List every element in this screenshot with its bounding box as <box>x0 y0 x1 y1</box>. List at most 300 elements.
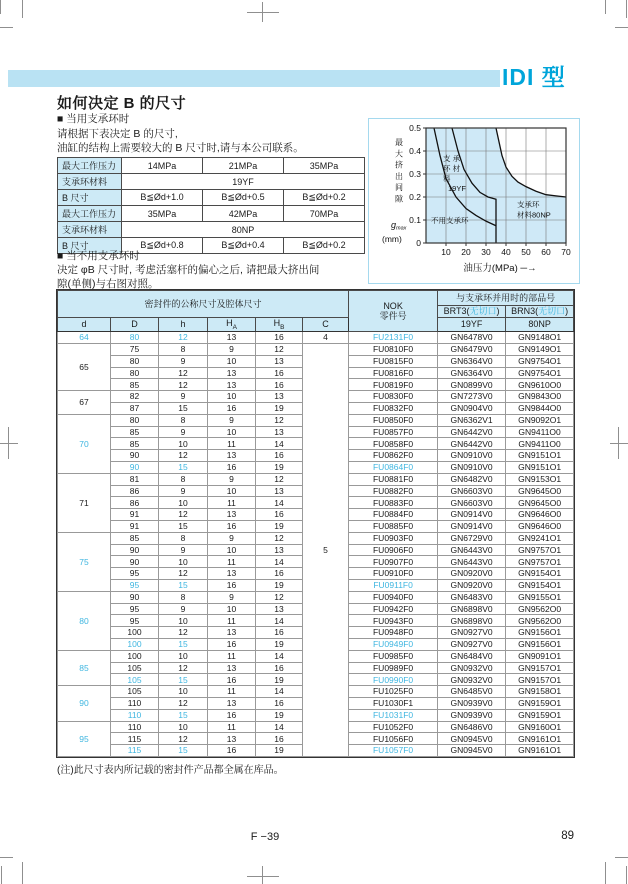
cell-brn3: GN9411O0 <box>506 426 574 438</box>
cell-h: 15 <box>159 521 208 533</box>
cell-HB: 16 <box>256 662 303 674</box>
cell-D: 110 <box>111 697 159 709</box>
cell-D: 95 <box>111 603 159 615</box>
svg-text:隙: 隙 <box>395 194 403 204</box>
cell-h: 15 <box>159 709 208 721</box>
cell-HA: 13 <box>208 697 256 709</box>
pressure-row-label: B 尺寸 <box>58 190 122 206</box>
cell-brt3: GN0914V0 <box>438 509 506 521</box>
cell-HB: 12 <box>256 473 303 485</box>
dims-title: 密封件的公称尺寸及腔体尺寸 <box>58 291 349 318</box>
cell-D: 90 <box>111 544 159 556</box>
cell-D: 90 <box>111 591 159 603</box>
cell-brt3: GN0904V0 <box>438 403 506 415</box>
cell-HB: 13 <box>256 485 303 497</box>
svg-text:20: 20 <box>461 247 471 257</box>
cell-d: 85 <box>58 650 111 685</box>
cell-brt3: GN6898V0 <box>438 615 506 627</box>
cell-brn3: GN9160O1 <box>506 721 574 733</box>
table-note: (注)此尺寸表内所记载的密封件产品都全属在库品。 <box>57 765 284 776</box>
cell-d: 90 <box>58 686 111 721</box>
nok-column-header <box>349 291 438 332</box>
pressure-cell: B≦Ød+0.2 <box>284 238 365 254</box>
cell-HA: 9 <box>208 532 256 544</box>
cell-nok: FU0857F0 <box>349 426 438 438</box>
pressure-cell: 35MPa <box>284 158 365 174</box>
cell-HA: 11 <box>208 615 256 627</box>
cell-HA: 13 <box>208 367 256 379</box>
cell-D: 115 <box>111 745 159 757</box>
cell-brn3: GN9844O0 <box>506 403 574 415</box>
cell-h: 8 <box>159 344 208 356</box>
cell-brn3: GN9151O1 <box>506 450 574 462</box>
cell-D: 80 <box>111 355 159 367</box>
cell-brn3: GN9151O1 <box>506 462 574 474</box>
cell-brn3: GN9153O1 <box>506 473 574 485</box>
svg-text:挤: 挤 <box>395 160 403 170</box>
cell-HA: 16 <box>208 709 256 721</box>
cell-h: 10 <box>159 721 208 733</box>
cell-nok: FU0850F0 <box>349 414 438 426</box>
cell-HB: 19 <box>256 674 303 686</box>
cell-brn3: GN9159O1 <box>506 697 574 709</box>
crop-mark <box>1 866 2 884</box>
cell-brt3: GN0914V0 <box>438 521 506 533</box>
cell-HA: 9 <box>208 414 256 426</box>
cell-brn3: GN9154O1 <box>506 580 574 592</box>
cell-d: 67 <box>58 391 111 415</box>
cell-D: 100 <box>111 650 159 662</box>
svg-text:间: 间 <box>395 183 403 193</box>
cell-h: 12 <box>159 379 208 391</box>
cell-D: 80 <box>111 367 159 379</box>
cell-HA: 10 <box>208 485 256 497</box>
cell-HB: 12 <box>256 414 303 426</box>
cell-HB: 19 <box>256 462 303 474</box>
footer-section-number: F −39 <box>250 831 280 843</box>
cell-brn3: GN9562O0 <box>506 603 574 615</box>
pressure-table <box>57 157 365 206</box>
cell-h: 12 <box>159 450 208 462</box>
cell-nok: FU0910F0 <box>349 568 438 580</box>
pressure-row-label: 最大工作压力 <box>58 206 122 222</box>
cell-brt3: GN6603V0 <box>438 497 506 509</box>
cell-nok: FU0943F0 <box>349 615 438 627</box>
svg-text:最: 最 <box>395 138 403 147</box>
cell-brt3: GN6362V1 <box>438 414 506 426</box>
cell-HA: 13 <box>208 450 256 462</box>
cell-HA: 16 <box>208 674 256 686</box>
cell-C: 4 <box>303 332 349 344</box>
cell-nok: FU0816F0 <box>349 367 438 379</box>
cell-nok: FU0819F0 <box>349 379 438 391</box>
svg-text:油压力(MPa) ─→: 油压力(MPa) ─→ <box>463 263 537 274</box>
cell-h: 8 <box>159 473 208 485</box>
cell-D: 87 <box>111 403 159 415</box>
cell-h: 12 <box>159 367 208 379</box>
cell-HA: 9 <box>208 591 256 603</box>
cell-nok: FU0989F0 <box>349 662 438 674</box>
cell-HB: 14 <box>256 556 303 568</box>
cell-brt3: GN0939V0 <box>438 697 506 709</box>
svg-text:料: 料 <box>443 174 451 183</box>
cell-brn3: GN9645O0 <box>506 485 574 497</box>
cell-nok: FU0990F0 <box>349 674 438 686</box>
brt3-material: 19YF <box>438 318 506 332</box>
svg-text:0: 0 <box>416 238 421 248</box>
cell-HA: 16 <box>208 521 256 533</box>
cell-h: 10 <box>159 615 208 627</box>
cell-D: 85 <box>111 426 159 438</box>
crop-mark <box>610 443 628 444</box>
parts-table <box>57 290 574 757</box>
cell-HA: 10 <box>208 391 256 403</box>
cell-brn3: GN9148O1 <box>506 332 574 344</box>
paragraph: 决定 φB 尺寸时, 考虑活塞杆的偏心之后, 请把最大挤出间 <box>57 264 320 276</box>
cell-h: 12 <box>159 332 208 344</box>
cell-brt3: GN0910V0 <box>438 462 506 474</box>
cell-HB: 16 <box>256 568 303 580</box>
cell-HA: 16 <box>208 580 256 592</box>
cell-brt3: GN6898V0 <box>438 603 506 615</box>
cell-brt3: GN0939V0 <box>438 709 506 721</box>
cell-D: 85 <box>111 379 159 391</box>
cell-D: 86 <box>111 497 159 509</box>
cell-nok: FU0858F0 <box>349 438 438 450</box>
cell-nok: FU0815F0 <box>349 355 438 367</box>
cell-brt3: GN6485V0 <box>438 686 506 698</box>
cell-nok: FU1031F0 <box>349 709 438 721</box>
svg-text:环 材: 环 材 <box>443 164 461 173</box>
cell-brt3: GN6484V0 <box>438 650 506 662</box>
cell-HA: 13 <box>208 379 256 391</box>
pressure-cell: 80NP <box>122 222 365 238</box>
cell-D: 115 <box>111 733 159 745</box>
crop-mark <box>605 862 606 884</box>
cell-HB: 16 <box>256 733 303 745</box>
cell-h: 9 <box>159 355 208 367</box>
table-row <box>58 332 574 344</box>
cell-HB: 19 <box>256 403 303 415</box>
svg-text:0.3: 0.3 <box>409 169 421 179</box>
cell-brt3: GN0932V0 <box>438 674 506 686</box>
brt3-header: BRT3(无切口) <box>438 306 506 318</box>
cell-brt3: GN6729V0 <box>438 532 506 544</box>
cell-D: 85 <box>111 438 159 450</box>
cell-HA: 13 <box>208 662 256 674</box>
cell-brn3: GN9646O0 <box>506 521 574 533</box>
cell-HA: 16 <box>208 745 256 757</box>
cell-h: 12 <box>159 627 208 639</box>
pressure-row-label: 支承环材料 <box>58 174 122 190</box>
cell-nok: FU0862F0 <box>349 450 438 462</box>
cell-nok: FU0881F0 <box>349 473 438 485</box>
cell-brt3: GN0927V0 <box>438 638 506 650</box>
cell-h: 9 <box>159 603 208 615</box>
column-header-h: h <box>159 318 208 332</box>
parts-table-wrap <box>56 289 575 758</box>
combo-title: 与支承环并用时的部品号 <box>438 291 574 306</box>
crop-mark <box>0 857 13 858</box>
cell-HB: 19 <box>256 638 303 650</box>
svg-text:10: 10 <box>441 247 451 257</box>
cell-brn3: GN9158O1 <box>506 686 574 698</box>
cell-brn3: GN9645O0 <box>506 497 574 509</box>
cell-h: 10 <box>159 650 208 662</box>
cell-brt3: GN0899V0 <box>438 379 506 391</box>
cell-d: 71 <box>58 473 111 532</box>
cell-HB: 19 <box>256 580 303 592</box>
cell-HA: 10 <box>208 355 256 367</box>
section-title: 如何决定 B 的尺寸 <box>57 95 187 112</box>
cell-h: 12 <box>159 697 208 709</box>
header-band <box>8 70 500 87</box>
cell-h: 9 <box>159 391 208 403</box>
cell-h: 10 <box>159 686 208 698</box>
crop-mark <box>0 0 1 14</box>
cell-nok: FU0949F0 <box>349 638 438 650</box>
table-row <box>58 344 574 356</box>
paragraph: 油缸的结构上需要较大的 B 尺寸时,请与本公司联系。 <box>57 142 304 154</box>
crop-mark <box>618 427 619 459</box>
cell-D: 105 <box>111 662 159 674</box>
cell-HB: 19 <box>256 745 303 757</box>
svg-text:30: 30 <box>481 247 491 257</box>
cell-D: 110 <box>111 721 159 733</box>
cell-D: 81 <box>111 473 159 485</box>
cell-HB: 12 <box>256 591 303 603</box>
cell-HB: 16 <box>256 627 303 639</box>
cell-HA: 9 <box>208 473 256 485</box>
cell-brn3: GN9161O1 <box>506 745 574 757</box>
cell-h: 15 <box>159 462 208 474</box>
cell-brt3: GN7273V0 <box>438 391 506 403</box>
svg-text:50: 50 <box>521 247 531 257</box>
cell-h: 12 <box>159 662 208 674</box>
cell-brn3: GN9149O1 <box>506 344 574 356</box>
crop-mark <box>247 12 279 13</box>
cell-HB: 14 <box>256 497 303 509</box>
cell-HB: 16 <box>256 379 303 391</box>
cell-nok: FU0948F0 <box>349 627 438 639</box>
svg-text:材料80NP: 材料80NP <box>517 210 551 220</box>
cell-nok: FU0942F0 <box>349 603 438 615</box>
cell-nok: FU0864F0 <box>349 462 438 474</box>
crop-mark <box>626 866 627 884</box>
crop-mark <box>8 427 9 459</box>
cell-brt3: GN0920V0 <box>438 568 506 580</box>
pressure-cell: 42MPa <box>203 206 284 222</box>
svg-text:不用支承环: 不用支承环 <box>431 216 469 225</box>
cell-HB: 13 <box>256 391 303 403</box>
cell-brn3: GN9159O1 <box>506 709 574 721</box>
cell-HB: 16 <box>256 450 303 462</box>
svg-text:(mm): (mm) <box>382 234 402 244</box>
cell-brt3: GN6478V0 <box>438 332 506 344</box>
cell-HA: 16 <box>208 462 256 474</box>
cell-HA: 13 <box>208 568 256 580</box>
cell-D: 105 <box>111 674 159 686</box>
cell-HB: 12 <box>256 532 303 544</box>
cell-HB: 14 <box>256 438 303 450</box>
pressure-cell: B≦Ød+0.2 <box>284 190 365 206</box>
cell-nok: FU0885F0 <box>349 521 438 533</box>
cell-D: 95 <box>111 615 159 627</box>
cell-HB: 16 <box>256 509 303 521</box>
footer-page-number: 89 <box>561 830 574 842</box>
cell-HB: 19 <box>256 709 303 721</box>
cell-D: 90 <box>111 556 159 568</box>
cell-brn3: GN9754O1 <box>506 367 574 379</box>
cell-D: 80 <box>111 414 159 426</box>
svg-text:40: 40 <box>501 247 511 257</box>
crop-mark <box>0 27 13 28</box>
cell-HB: 13 <box>256 355 303 367</box>
cell-nok: FU0810F0 <box>349 344 438 356</box>
cell-brn3: GN9154O1 <box>506 568 574 580</box>
chart-canvas <box>369 119 577 281</box>
svg-text:gmax: gmax <box>391 220 407 232</box>
cell-D: 110 <box>111 709 159 721</box>
svg-text:70: 70 <box>561 247 571 257</box>
brn3-header: BRN3(无切口) <box>506 306 574 318</box>
pressure-cell: 14MPa <box>122 158 203 174</box>
cell-d: 65 <box>58 344 111 391</box>
cell-HB: 14 <box>256 721 303 733</box>
cell-brn3: GN9843O0 <box>506 391 574 403</box>
cell-brt3: GN6443V0 <box>438 544 506 556</box>
pressure-cell: 70MPa <box>284 206 365 222</box>
svg-text:0.2: 0.2 <box>409 192 421 202</box>
cell-brt3: GN6482V0 <box>438 473 506 485</box>
cell-h: 8 <box>159 591 208 603</box>
cell-brt3: GN0945V0 <box>438 733 506 745</box>
column-header-HB: $H_B$ <box>256 318 303 332</box>
paragraph: 请根据下表决定 B 的尺寸, <box>57 128 178 140</box>
cell-brt3: GN6442V0 <box>438 438 506 450</box>
cell-nok: FU0907F0 <box>349 556 438 568</box>
paragraph: 隙(单侧)与右图对照。 <box>57 278 159 290</box>
cell-brn3: GN9757O1 <box>506 544 574 556</box>
page-type-title: IDI 型 <box>502 64 566 90</box>
pressure-row-label: 支承环材料 <box>58 222 122 238</box>
cell-D: 86 <box>111 485 159 497</box>
cell-brn3: GN9156O1 <box>506 638 574 650</box>
cell-nok: FU0832F0 <box>349 403 438 415</box>
cell-h: 15 <box>159 745 208 757</box>
crop-mark <box>22 0 23 18</box>
cell-brn3: GN9610O0 <box>506 379 574 391</box>
svg-text:大: 大 <box>395 149 403 159</box>
crop-mark <box>22 862 23 884</box>
cell-HA: 13 <box>208 627 256 639</box>
cell-h: 12 <box>159 509 208 521</box>
pressure-cell: 19YF <box>122 174 365 190</box>
crop-mark <box>262 2 263 22</box>
cell-nok: FU0903F0 <box>349 532 438 544</box>
cell-D: 91 <box>111 509 159 521</box>
cell-brn3: GN9754O1 <box>506 355 574 367</box>
bullet-with-ring: ■ 当用支承环时 <box>57 113 130 125</box>
cell-C: 5 <box>303 344 349 757</box>
cell-nok: FU1030F1 <box>349 697 438 709</box>
cell-D: 80 <box>111 332 159 344</box>
cell-D: 75 <box>111 344 159 356</box>
cell-brn3: GN9157O1 <box>506 674 574 686</box>
cell-HA: 10 <box>208 544 256 556</box>
cell-h: 12 <box>159 568 208 580</box>
crop-mark <box>0 443 18 444</box>
cell-D: 100 <box>111 627 159 639</box>
cell-D: 90 <box>111 450 159 462</box>
cell-HA: 11 <box>208 721 256 733</box>
cell-brt3: GN0945V0 <box>438 745 506 757</box>
cell-brt3: GN0920V0 <box>438 580 506 592</box>
cell-HB: 14 <box>256 615 303 627</box>
bullet-without-ring: ■ 当不用支承环时 <box>57 250 140 262</box>
cell-h: 9 <box>159 485 208 497</box>
pressure-tables <box>57 157 365 254</box>
cell-nok: FU0906F0 <box>349 544 438 556</box>
brn3-material: 80NP <box>506 318 574 332</box>
cell-d: 70 <box>58 414 111 473</box>
cell-HA: 13 <box>208 733 256 745</box>
nok-label-line2: 零件号 <box>379 311 407 322</box>
cell-HA: 10 <box>208 603 256 615</box>
pressure-cell: B≦Ød+0.4 <box>203 238 284 254</box>
cell-brt3: GN6483V0 <box>438 591 506 603</box>
cell-HB: 16 <box>256 332 303 344</box>
svg-text:0.4: 0.4 <box>409 146 421 156</box>
cell-h: 10 <box>159 438 208 450</box>
cell-brt3: GN0910V0 <box>438 450 506 462</box>
cell-HB: 16 <box>256 697 303 709</box>
cell-D: 100 <box>111 638 159 650</box>
cell-HA: 11 <box>208 686 256 698</box>
cell-nok: FU0940F0 <box>349 591 438 603</box>
cell-brt3: GN6364V0 <box>438 355 506 367</box>
crop-mark <box>626 0 627 18</box>
cell-HB: 12 <box>256 344 303 356</box>
cell-HB: 13 <box>256 426 303 438</box>
column-header-C: C <box>303 318 349 332</box>
cell-nok: FU0911F0 <box>349 580 438 592</box>
cell-brt3: GN6486V0 <box>438 721 506 733</box>
svg-text:60: 60 <box>541 247 551 257</box>
pressure-table <box>57 205 365 254</box>
cell-HA: 9 <box>208 344 256 356</box>
pressure-cell: B≦Ød+0.8 <box>122 238 203 254</box>
crop-mark <box>262 866 263 884</box>
cell-d: 75 <box>58 532 111 591</box>
cell-brn3: GN9091O1 <box>506 650 574 662</box>
cell-h: 8 <box>159 414 208 426</box>
svg-text:0.5: 0.5 <box>409 123 421 133</box>
cell-HA: 16 <box>208 403 256 415</box>
crop-mark <box>615 27 628 28</box>
cell-nok: FU0882F0 <box>349 485 438 497</box>
cell-HB: 14 <box>256 650 303 662</box>
cell-h: 9 <box>159 426 208 438</box>
cell-nok: FU0883F0 <box>349 497 438 509</box>
crop-mark <box>247 876 279 877</box>
cell-HA: 11 <box>208 438 256 450</box>
svg-text:支承环: 支承环 <box>517 200 540 209</box>
cell-HB: 13 <box>256 544 303 556</box>
cell-brn3: GN9157O1 <box>506 662 574 674</box>
cell-HB: 13 <box>256 603 303 615</box>
cell-D: 105 <box>111 686 159 698</box>
